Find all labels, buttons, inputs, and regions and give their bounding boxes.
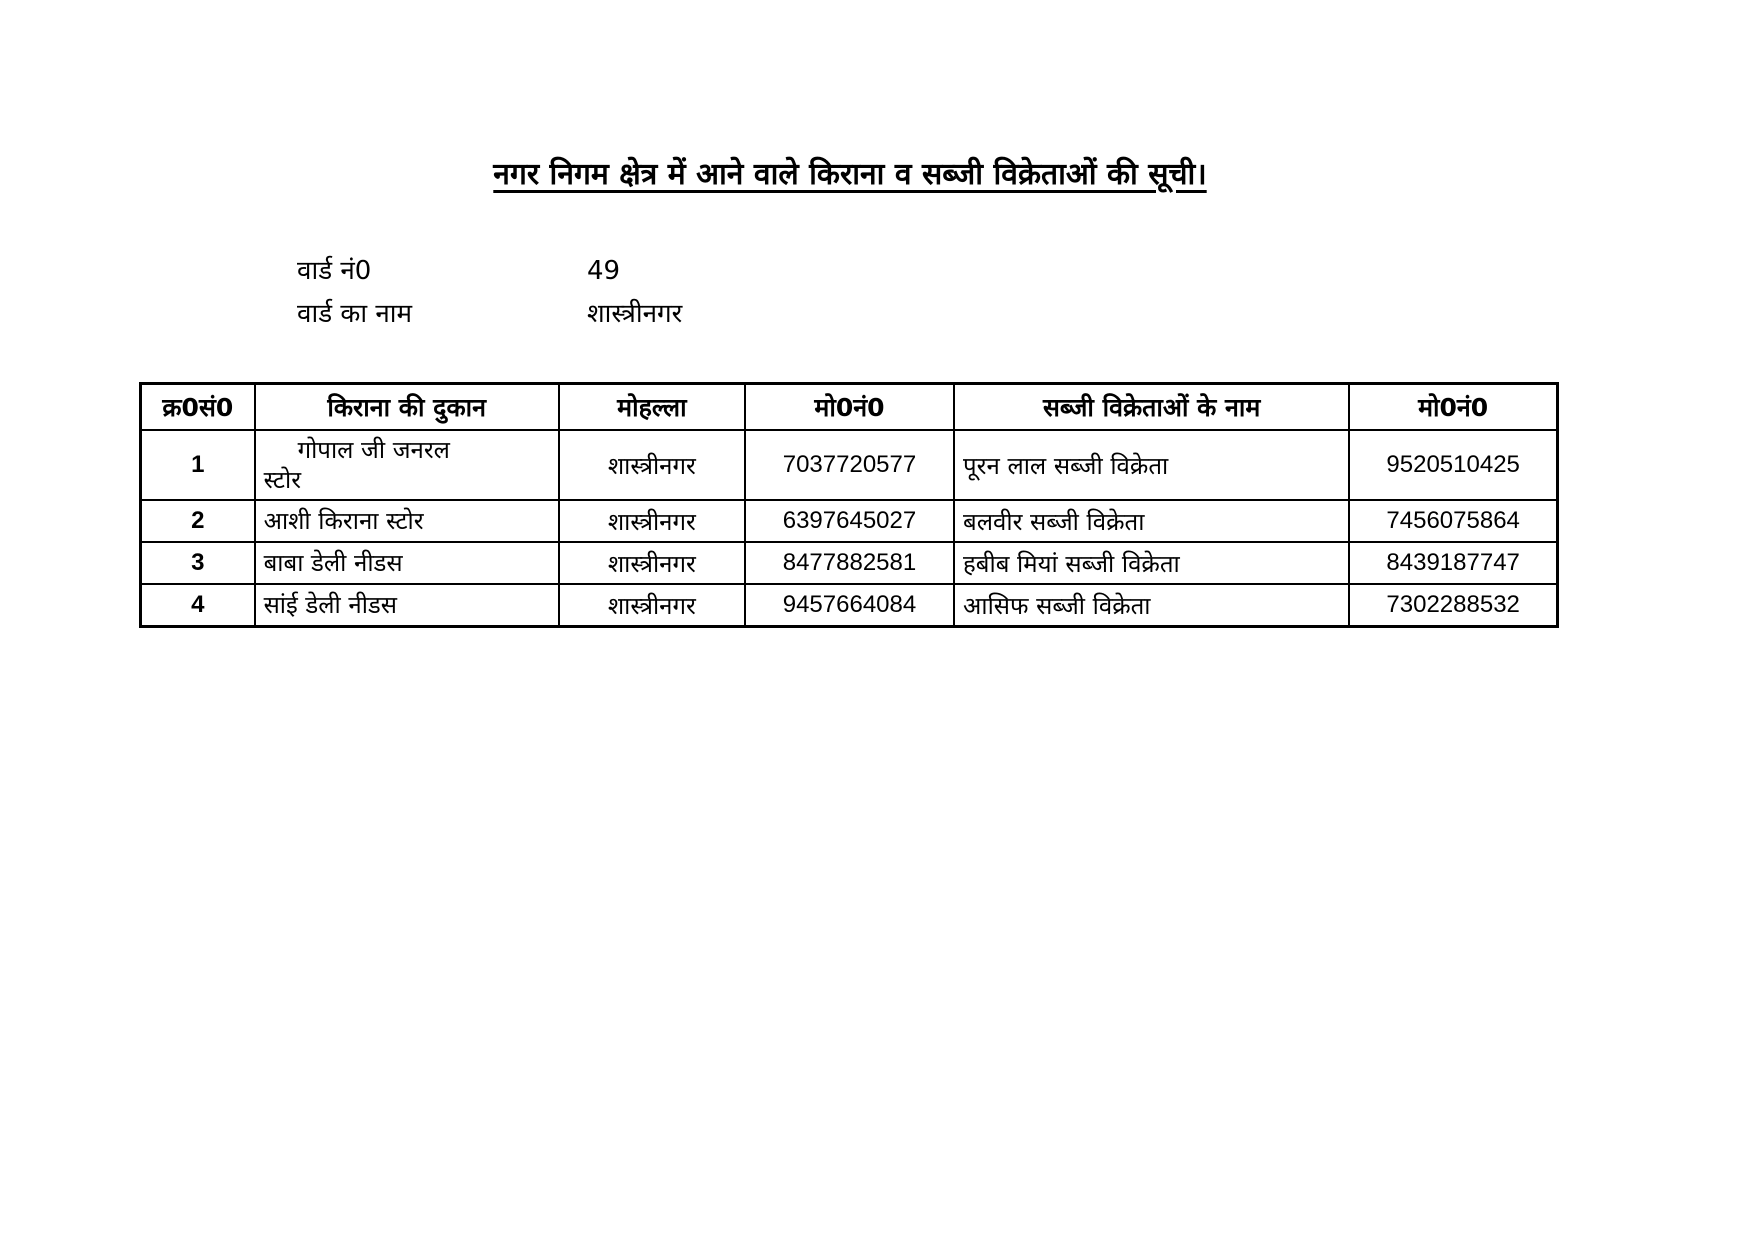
header-shop: किराना की दुकान <box>255 384 559 431</box>
cell-shop: आशी किराना स्टोर <box>255 500 559 542</box>
cell-sno: 3 <box>141 542 255 584</box>
table-row <box>141 500 1558 542</box>
table-row <box>141 584 1558 627</box>
cell-vendor: हबीब मियां सब्जी विक्रेता <box>954 542 1349 584</box>
cell-area: शास्त्रीनगर <box>559 430 745 500</box>
header-mobile2: मो0नं0 <box>1349 384 1557 431</box>
cell-mobile1: 6397645027 <box>745 500 954 542</box>
cell-shop <box>255 430 559 500</box>
page-title: नगर निगम क्षेत्र में आने वाले किराना व सब्जी विक्रेताओं की सूची। <box>493 157 1207 192</box>
ward-name-value: शास्त्रीनगर <box>587 299 683 329</box>
header-mobile1: मो0नं0 <box>745 384 954 431</box>
cell-mobile2: 7302288532 <box>1349 584 1557 627</box>
header-area: मोहल्ला <box>559 384 745 431</box>
cell-shop: बाबा डेली नीडस <box>255 542 559 584</box>
cell-vendor: पूरन लाल सब्जी विक्रेता <box>954 430 1349 500</box>
vendors-table <box>139 382 1559 628</box>
table-row <box>141 430 1558 500</box>
cell-area: शास्त्रीनगर <box>559 584 745 627</box>
cell-sno: 2 <box>141 500 255 542</box>
cell-mobile1: 7037720577 <box>745 430 954 500</box>
cell-shop-line2: स्टोर <box>263 466 302 494</box>
cell-mobile2: 9520510425 <box>1349 430 1557 500</box>
cell-sno: 4 <box>141 584 255 627</box>
header-vendor: सब्जी विक्रेताओं के नाम <box>954 384 1349 431</box>
ward-name-label: वार्ड का नाम <box>297 299 413 329</box>
cell-shop-line1: गोपाल जी जनरल <box>297 436 450 464</box>
cell-mobile2: 8439187747 <box>1349 542 1557 584</box>
cell-vendor: आसिफ सब्जी विक्रेता <box>954 584 1349 627</box>
cell-mobile2: 7456075864 <box>1349 500 1557 542</box>
cell-vendor: बलवीर सब्जी विक्रेता <box>954 500 1349 542</box>
cell-area: शास्त्रीनगर <box>559 542 745 584</box>
cell-mobile1: 9457664084 <box>745 584 954 627</box>
header-sno: क्र0सं0 <box>141 384 255 431</box>
table-row <box>141 542 1558 584</box>
cell-shop: सांई डेली नीडस <box>255 584 559 627</box>
cell-sno: 1 <box>141 430 255 500</box>
ward-number-value: 49 <box>587 256 621 286</box>
ward-number-label: वार्ड नं0 <box>297 256 372 286</box>
cell-mobile1: 8477882581 <box>745 542 954 584</box>
cell-area: शास्त्रीनगर <box>559 500 745 542</box>
table-header-row <box>141 384 1558 431</box>
